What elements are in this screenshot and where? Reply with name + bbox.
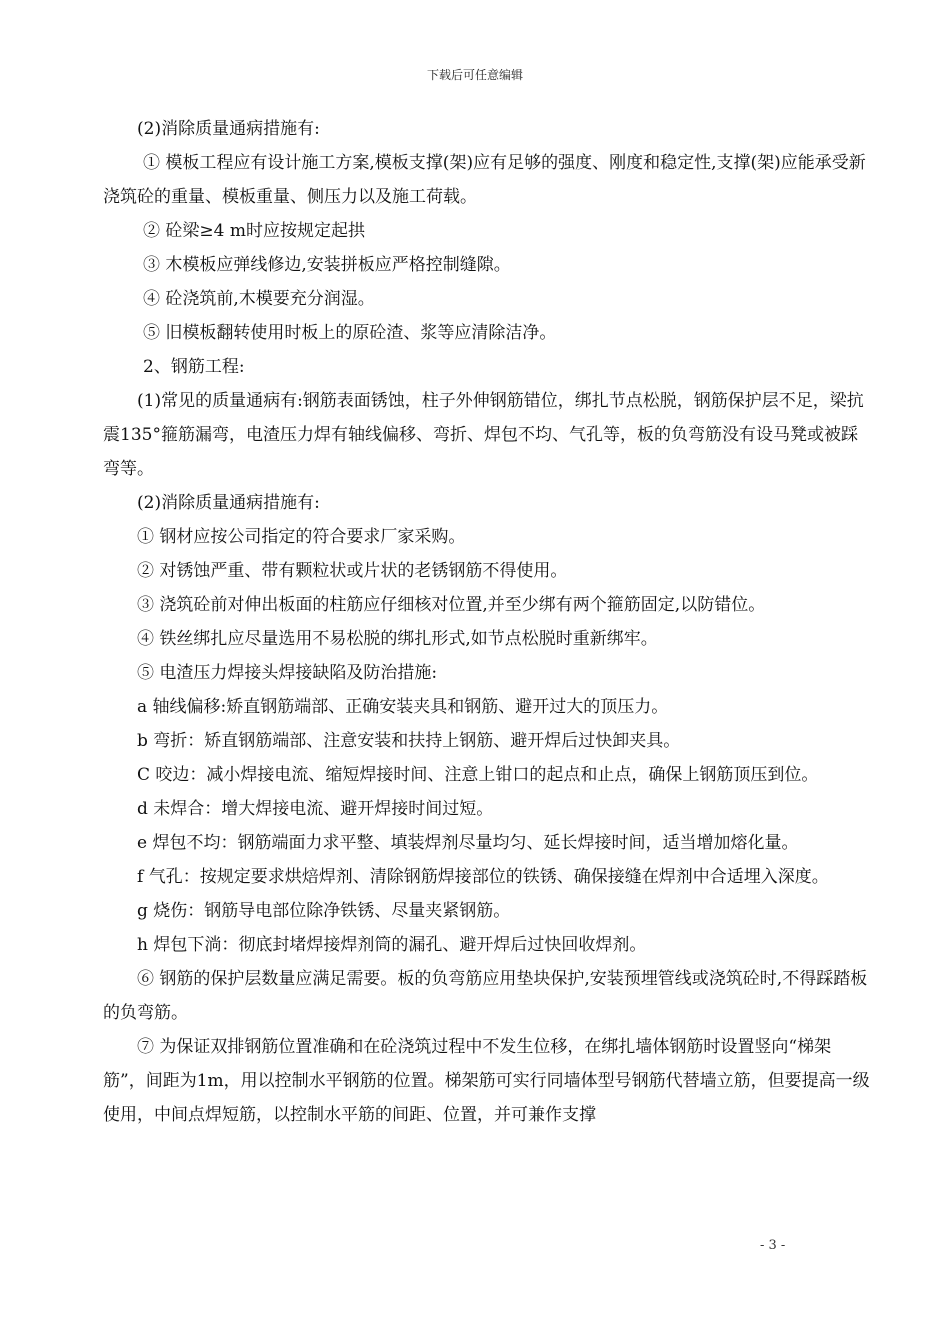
paragraph-rebar-common-defects: (1)常见的质量通病有:钢筋表面锈蚀，柱子外伸钢筋错位，绑扎节点松脱，钢筋保护层不足，梁抗震135°箍筋漏弯，电渣压力焊有轴线偏移、弯折、焊包不均、气孔等，板的负弯筋没有设马凳或被踩弯等。 (103, 391, 864, 479)
paragraph-weld-defect-f: f 气孔：按规定要求烘焙焊剂、清除钢筋焊接部位的铁锈、确保接缝在焊剂中合适埋入深度。 (137, 867, 829, 887)
paragraph-rebar-item-4: ④ 铁丝绑扎应尽量选用不易松脱的绑扎形式,如节点松脱时重新绑牢。 (137, 629, 658, 649)
paragraph-rebar-item-6: ⑥ 钢筋的保护层数量应满足需要。板的负弯筋应用垫块保护,安装预埋管线或浇筑砼时,不得踩踏板的负弯筋。 (103, 969, 868, 1023)
paragraph-weld-defect-g: g 烧伤：钢筋导电部位除净铁锈、尽量夹紧钢筋。 (137, 901, 511, 921)
document-body (103, 112, 873, 1132)
paragraph-weld-defect-d: d 未焊合：增大焊接电流、避开焊接时间过短。 (137, 799, 494, 819)
paragraph-rebar-item-3: ③ 浇筑砼前对伸出板面的柱筋应仔细核对位置,并至少绑有两个箍筋固定,以防错位。 (137, 595, 766, 615)
paragraph-rebar-item-5: ⑤ 电渣压力焊接头焊接缺陷及防治措施: (137, 663, 438, 683)
paragraph-weld-defect-b: b 弯折：矫直钢筋端部、注意安装和扶持上钢筋、避开焊后过快卸夹具。 (137, 731, 681, 751)
paragraph-weld-defect-e: e 焊包不均：钢筋端面力求平整、填装焊剂尽量均匀、延长焊接时间，适当增加熔化量。 (137, 833, 799, 853)
paragraph-formwork-item-1: ① 模板工程应有设计施工方案,模板支撑(架)应有足够的强度、刚度和稳定性,支撑(架)应能承受新浇筑砼的重量、模板重量、侧压力以及施工荷载。 (103, 153, 866, 207)
page-header: 下载后可任意编辑 (426, 68, 523, 82)
paragraph-rebar-item-7: ⑦ 为保证双排钢筋位置准确和在砼浇筑过程中不发生位移，在绑扎墙体钢筋时设置竖向“梯架筋”，间距为1m，用以控制水平钢筋的位置。梯架筋可实行同墙体型号钢筋代替墙立筋，但要提高一级使用，中间点焊短筋，以控制水平筋的间距、位置，并可兼作支撑 (103, 1037, 870, 1125)
paragraph-quality-measures-heading: (2)消除质量通病措施有: (137, 119, 320, 139)
paragraph-rebar-item-2: ② 对锈蚀严重、带有颗粒状或片状的老锈钢筋不得使用。 (137, 561, 568, 581)
paragraph-weld-defect-h: h 焊包下淌：彻底封堵焊接焊剂筒的漏孔、避开焊后过快回收焊剂。 (137, 935, 647, 955)
paragraph-weld-defect-c: C 咬边：减小焊接电流、缩短焊接时间、注意上钳口的起点和止点，确保上钢筋顶压到位。 (137, 765, 819, 785)
paragraph-weld-defect-a: a 轴线偏移:矫直钢筋端部、正确安装夹具和钢筋、避开过大的顶压力。 (137, 697, 669, 717)
paragraph-formwork-item-5: ⑤ 旧模板翻转使用时板上的原砼渣、浆等应清除洁净。 (143, 323, 557, 343)
paragraph-formwork-item-3: ③ 木模板应弹线修边,安装拼板应严格控制缝隙。 (143, 255, 511, 275)
page-number: - 3 - (760, 1238, 786, 1253)
paragraph-formwork-item-4: ④ 砼浇筑前,木模要充分润湿。 (143, 289, 375, 309)
paragraph-rebar-measures-heading: (2)消除质量通病措施有: (137, 493, 320, 513)
paragraph-rebar-item-1: ① 钢材应按公司指定的符合要求厂家采购。 (137, 527, 466, 547)
section-heading-rebar: 2、钢筋工程: (143, 357, 245, 377)
paragraph-formwork-item-2: ② 砼梁≥4 m时应按规定起拱 (143, 221, 365, 241)
